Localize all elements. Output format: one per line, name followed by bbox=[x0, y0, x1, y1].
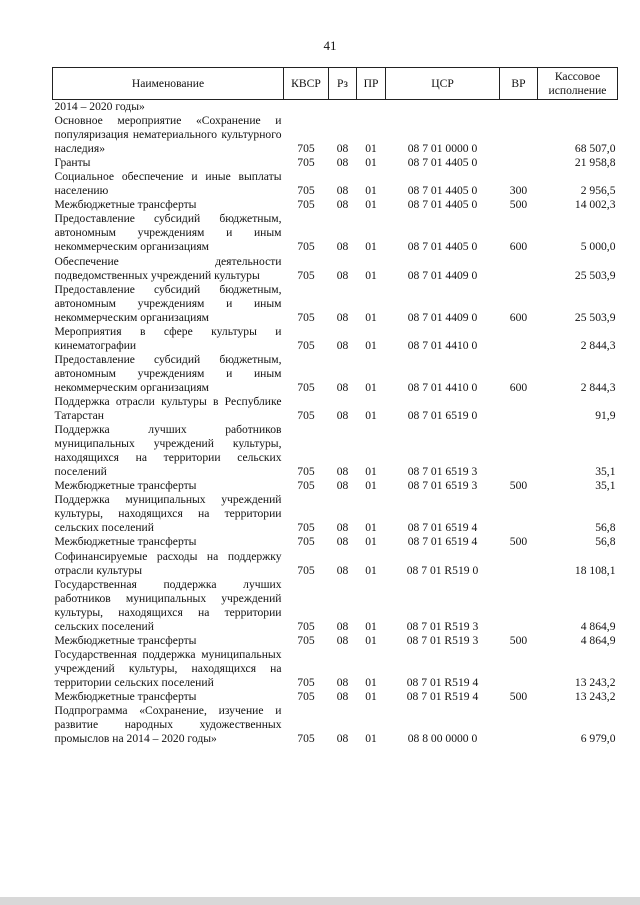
row-pr: 01 bbox=[365, 619, 377, 633]
row-rz: 08 bbox=[336, 689, 349, 703]
table-row bbox=[53, 156, 618, 170]
row-pr: 01 bbox=[365, 409, 377, 423]
row-rz: 08 bbox=[336, 240, 349, 254]
row-csr: 08 7 01 4405 0 bbox=[407, 198, 478, 212]
row-csr: 08 7 01 6519 4 bbox=[407, 535, 478, 549]
row-kvsr: 705 bbox=[297, 479, 315, 493]
row-pr: 01 bbox=[365, 563, 377, 577]
row-kvsr: 705 bbox=[297, 198, 315, 212]
row-vr bbox=[500, 648, 538, 690]
row-kvsr: 705 bbox=[297, 240, 315, 254]
row-csr: 08 7 01 4410 0 bbox=[407, 380, 478, 394]
row-csr: 08 7 01 4405 0 bbox=[407, 156, 478, 170]
row-kvsr: 705 bbox=[297, 732, 315, 746]
row-vr bbox=[500, 704, 538, 746]
table-row bbox=[53, 255, 618, 283]
page-number: 41 bbox=[323, 38, 337, 53]
row-amount: 21 958,8 bbox=[574, 156, 616, 170]
table-row bbox=[53, 212, 618, 254]
row-amount: 91,9 bbox=[595, 409, 616, 423]
table-row bbox=[53, 634, 618, 648]
row-pr: 01 bbox=[365, 479, 377, 493]
row-vr bbox=[500, 550, 538, 578]
row-name: Межбюджетные трансферты bbox=[54, 479, 197, 493]
row-name: Поддержка отрасли культуры в Республике Татарстан bbox=[54, 394, 282, 423]
row-kvsr: 705 bbox=[297, 268, 315, 282]
row-kvsr: 705 bbox=[297, 563, 315, 577]
row-rz: 08 bbox=[336, 310, 349, 324]
row-csr: 08 7 01 0000 0 bbox=[407, 142, 478, 156]
row-csr: 08 7 01 6519 3 bbox=[407, 465, 478, 479]
row-name: Предоставление субсидий бюджетным, автономным учреждениям и иным некоммерческим организациям bbox=[54, 282, 282, 324]
table-row bbox=[53, 283, 618, 325]
header-name: Наименование bbox=[53, 68, 284, 100]
row-csr: 08 7 01 R519 3 bbox=[406, 633, 479, 647]
table-row bbox=[53, 395, 618, 423]
row-rz: 08 bbox=[336, 184, 349, 198]
header-csr: ЦСР bbox=[386, 68, 500, 100]
table-row bbox=[53, 100, 618, 115]
row-rz: 08 bbox=[336, 732, 349, 746]
table-row bbox=[53, 170, 618, 198]
row-amount: 56,8 bbox=[595, 535, 616, 549]
row-kvsr: 705 bbox=[297, 409, 315, 423]
header-vr: ВР bbox=[500, 68, 538, 100]
row-amount bbox=[538, 100, 618, 115]
row-vr: 600 bbox=[509, 240, 528, 254]
row-vr: 500 bbox=[509, 535, 528, 549]
row-name: Поддержка лучших работников муниципальных учреждений культуры, находящихся на территории сельских поселений bbox=[54, 423, 282, 479]
row-csr: 08 7 01 4410 0 bbox=[407, 338, 478, 352]
row-amount: 35,1 bbox=[595, 465, 616, 479]
row-csr: 08 7 01 6519 0 bbox=[407, 409, 478, 423]
row-amount: 4 864,9 bbox=[580, 633, 616, 647]
row-rz: 08 bbox=[336, 142, 349, 156]
row-amount: 4 864,9 bbox=[580, 619, 616, 633]
row-vr bbox=[500, 255, 538, 283]
row-name: Основное мероприятие «Сохранение и популяризация нематериального культурного наследия» bbox=[54, 114, 282, 156]
row-pr: 01 bbox=[365, 633, 377, 647]
row-pr: 01 bbox=[365, 310, 377, 324]
table-row bbox=[53, 648, 618, 690]
row-amount: 13 243,2 bbox=[574, 675, 616, 689]
row-rz: 08 bbox=[336, 198, 349, 212]
row-kvsr: 705 bbox=[297, 535, 315, 549]
row-pr: 01 bbox=[365, 156, 377, 170]
row-name: Межбюджетные трансферты bbox=[54, 535, 197, 549]
row-name: Подпрограмма «Сохранение, изучение и развитие народных художественных промыслов на 2014 – 2020 годы» bbox=[54, 704, 282, 746]
row-rz: 08 bbox=[336, 633, 349, 647]
row-kvsr: 705 bbox=[297, 184, 315, 198]
row-pr: 01 bbox=[365, 521, 377, 535]
row-amount: 25 503,9 bbox=[574, 268, 616, 282]
table-row bbox=[53, 353, 618, 395]
row-rz: 08 bbox=[336, 465, 349, 479]
row-csr: 08 7 01 4409 0 bbox=[407, 268, 478, 282]
row-pr: 01 bbox=[365, 689, 377, 703]
row-csr: 08 7 01 6519 4 bbox=[407, 521, 478, 535]
table-header-row bbox=[53, 68, 618, 100]
row-vr bbox=[500, 114, 538, 156]
row-amount: 13 243,2 bbox=[574, 689, 616, 703]
header-pr: ПР bbox=[357, 68, 386, 100]
row-kvsr bbox=[284, 100, 329, 115]
row-pr: 01 bbox=[365, 198, 377, 212]
table-row bbox=[53, 198, 618, 212]
row-csr: 08 7 01 4409 0 bbox=[407, 310, 478, 324]
row-rz: 08 bbox=[336, 338, 349, 352]
row-name: Межбюджетные трансферты bbox=[54, 198, 197, 212]
row-kvsr: 705 bbox=[297, 142, 315, 156]
row-kvsr: 705 bbox=[297, 689, 315, 703]
row-name: Гранты bbox=[54, 156, 91, 170]
row-name: Предоставление субсидий бюджетным, автономным учреждениям и иным некоммерческим организациям bbox=[54, 352, 282, 394]
row-csr: 08 7 01 R519 4 bbox=[406, 675, 479, 689]
table-row bbox=[53, 535, 618, 549]
row-rz bbox=[329, 100, 357, 115]
row-pr: 01 bbox=[365, 184, 377, 198]
row-name: Софинансируемые расходы на поддержку отрасли культуры bbox=[54, 549, 282, 577]
row-amount: 68 507,0 bbox=[574, 142, 616, 156]
row-amount: 35,1 bbox=[595, 479, 616, 493]
row-amount: 56,8 bbox=[595, 521, 616, 535]
row-kvsr: 705 bbox=[297, 633, 315, 647]
row-name: 2014 – 2020 годы» bbox=[54, 100, 145, 113]
header-amount: Кассовое исполнение bbox=[538, 68, 618, 100]
row-pr: 01 bbox=[365, 142, 377, 156]
row-rz: 08 bbox=[336, 479, 349, 493]
row-vr: 500 bbox=[509, 689, 528, 703]
row-pr: 01 bbox=[365, 535, 377, 549]
header-rz: Рз bbox=[329, 68, 357, 100]
table-row bbox=[53, 479, 618, 493]
row-kvsr: 705 bbox=[297, 338, 315, 352]
row-name: Обеспечение деятельности подведомственных учреждений культуры bbox=[54, 254, 282, 282]
row-name: Государственная поддержка лучших работников муниципальных учреждений культуры, находящихся на территории сельских поселений bbox=[54, 577, 282, 633]
row-kvsr: 705 bbox=[297, 619, 315, 633]
row-rz: 08 bbox=[336, 409, 349, 423]
row-rz: 08 bbox=[336, 268, 349, 282]
row-csr: 08 7 01 R519 4 bbox=[406, 689, 479, 703]
budget-execution-table bbox=[52, 67, 618, 746]
table-row bbox=[53, 578, 618, 634]
row-csr: 08 7 01 R519 0 bbox=[406, 563, 479, 577]
row-kvsr: 705 bbox=[297, 675, 315, 689]
row-amount: 18 108,1 bbox=[574, 563, 616, 577]
row-vr: 500 bbox=[509, 479, 528, 493]
row-pr: 01 bbox=[365, 675, 377, 689]
row-csr bbox=[386, 100, 500, 115]
row-amount: 2 844,3 bbox=[580, 380, 616, 394]
row-pr: 01 bbox=[365, 380, 377, 394]
table-row bbox=[53, 493, 618, 535]
row-amount: 2 956,5 bbox=[580, 184, 616, 198]
row-name: Предоставление субсидий бюджетным, автономным учреждениям и иным некоммерческим организациям bbox=[54, 212, 282, 254]
row-kvsr: 705 bbox=[297, 465, 315, 479]
row-csr: 08 8 00 0000 0 bbox=[407, 732, 478, 746]
scan-bottom-edge bbox=[0, 897, 640, 905]
row-amount: 25 503,9 bbox=[574, 310, 616, 324]
row-pr bbox=[357, 100, 386, 115]
row-name: Поддержка муниципальных учреждений культуры, находящихся на территории сельских поселений bbox=[54, 493, 282, 535]
row-pr: 01 bbox=[365, 338, 377, 352]
row-csr: 08 7 01 R519 3 bbox=[406, 619, 479, 633]
row-amount: 5 000,0 bbox=[580, 240, 616, 254]
row-rz: 08 bbox=[336, 563, 349, 577]
row-rz: 08 bbox=[336, 535, 349, 549]
table-row bbox=[53, 690, 618, 704]
row-kvsr: 705 bbox=[297, 310, 315, 324]
row-amount: 14 002,3 bbox=[574, 198, 616, 212]
row-vr bbox=[500, 395, 538, 423]
row-name: Межбюджетные трансферты bbox=[54, 689, 197, 703]
table-row bbox=[53, 704, 618, 746]
row-pr: 01 bbox=[365, 732, 377, 746]
table-row bbox=[53, 114, 618, 156]
table-row bbox=[53, 423, 618, 479]
row-rz: 08 bbox=[336, 619, 349, 633]
row-vr bbox=[500, 100, 538, 115]
row-csr: 08 7 01 6519 3 bbox=[407, 479, 478, 493]
row-amount: 6 979,0 bbox=[580, 732, 616, 746]
table-row bbox=[53, 325, 618, 353]
row-vr bbox=[500, 325, 538, 353]
row-name: Государственная поддержка муниципальных учреждений культуры, находящихся на территории сельских поселений bbox=[54, 647, 282, 689]
row-vr: 500 bbox=[509, 633, 528, 647]
table-row bbox=[53, 550, 618, 578]
row-vr: 300 bbox=[509, 184, 528, 198]
row-rz: 08 bbox=[336, 521, 349, 535]
row-csr: 08 7 01 4405 0 bbox=[407, 184, 478, 198]
row-kvsr: 705 bbox=[297, 380, 315, 394]
row-rz: 08 bbox=[336, 380, 349, 394]
row-vr bbox=[500, 578, 538, 634]
row-vr: 500 bbox=[509, 198, 528, 212]
row-amount: 2 844,3 bbox=[580, 338, 616, 352]
row-csr: 08 7 01 4405 0 bbox=[407, 240, 478, 254]
row-name: Межбюджетные трансферты bbox=[54, 633, 197, 647]
row-rz: 08 bbox=[336, 156, 349, 170]
row-vr bbox=[500, 493, 538, 535]
row-vr: 600 bbox=[509, 310, 528, 324]
row-vr: 600 bbox=[509, 380, 528, 394]
row-kvsr: 705 bbox=[297, 156, 315, 170]
row-name: Мероприятия в сфере культуры и кинематографии bbox=[54, 324, 282, 352]
row-pr: 01 bbox=[365, 240, 377, 254]
row-vr bbox=[500, 156, 538, 170]
row-vr bbox=[500, 423, 538, 479]
row-rz: 08 bbox=[336, 675, 349, 689]
row-kvsr: 705 bbox=[297, 521, 315, 535]
row-pr: 01 bbox=[365, 465, 377, 479]
row-name: Социальное обеспечение и иные выплаты населению bbox=[54, 170, 282, 198]
row-pr: 01 bbox=[365, 268, 377, 282]
header-kvsr: КВСР bbox=[284, 68, 329, 100]
